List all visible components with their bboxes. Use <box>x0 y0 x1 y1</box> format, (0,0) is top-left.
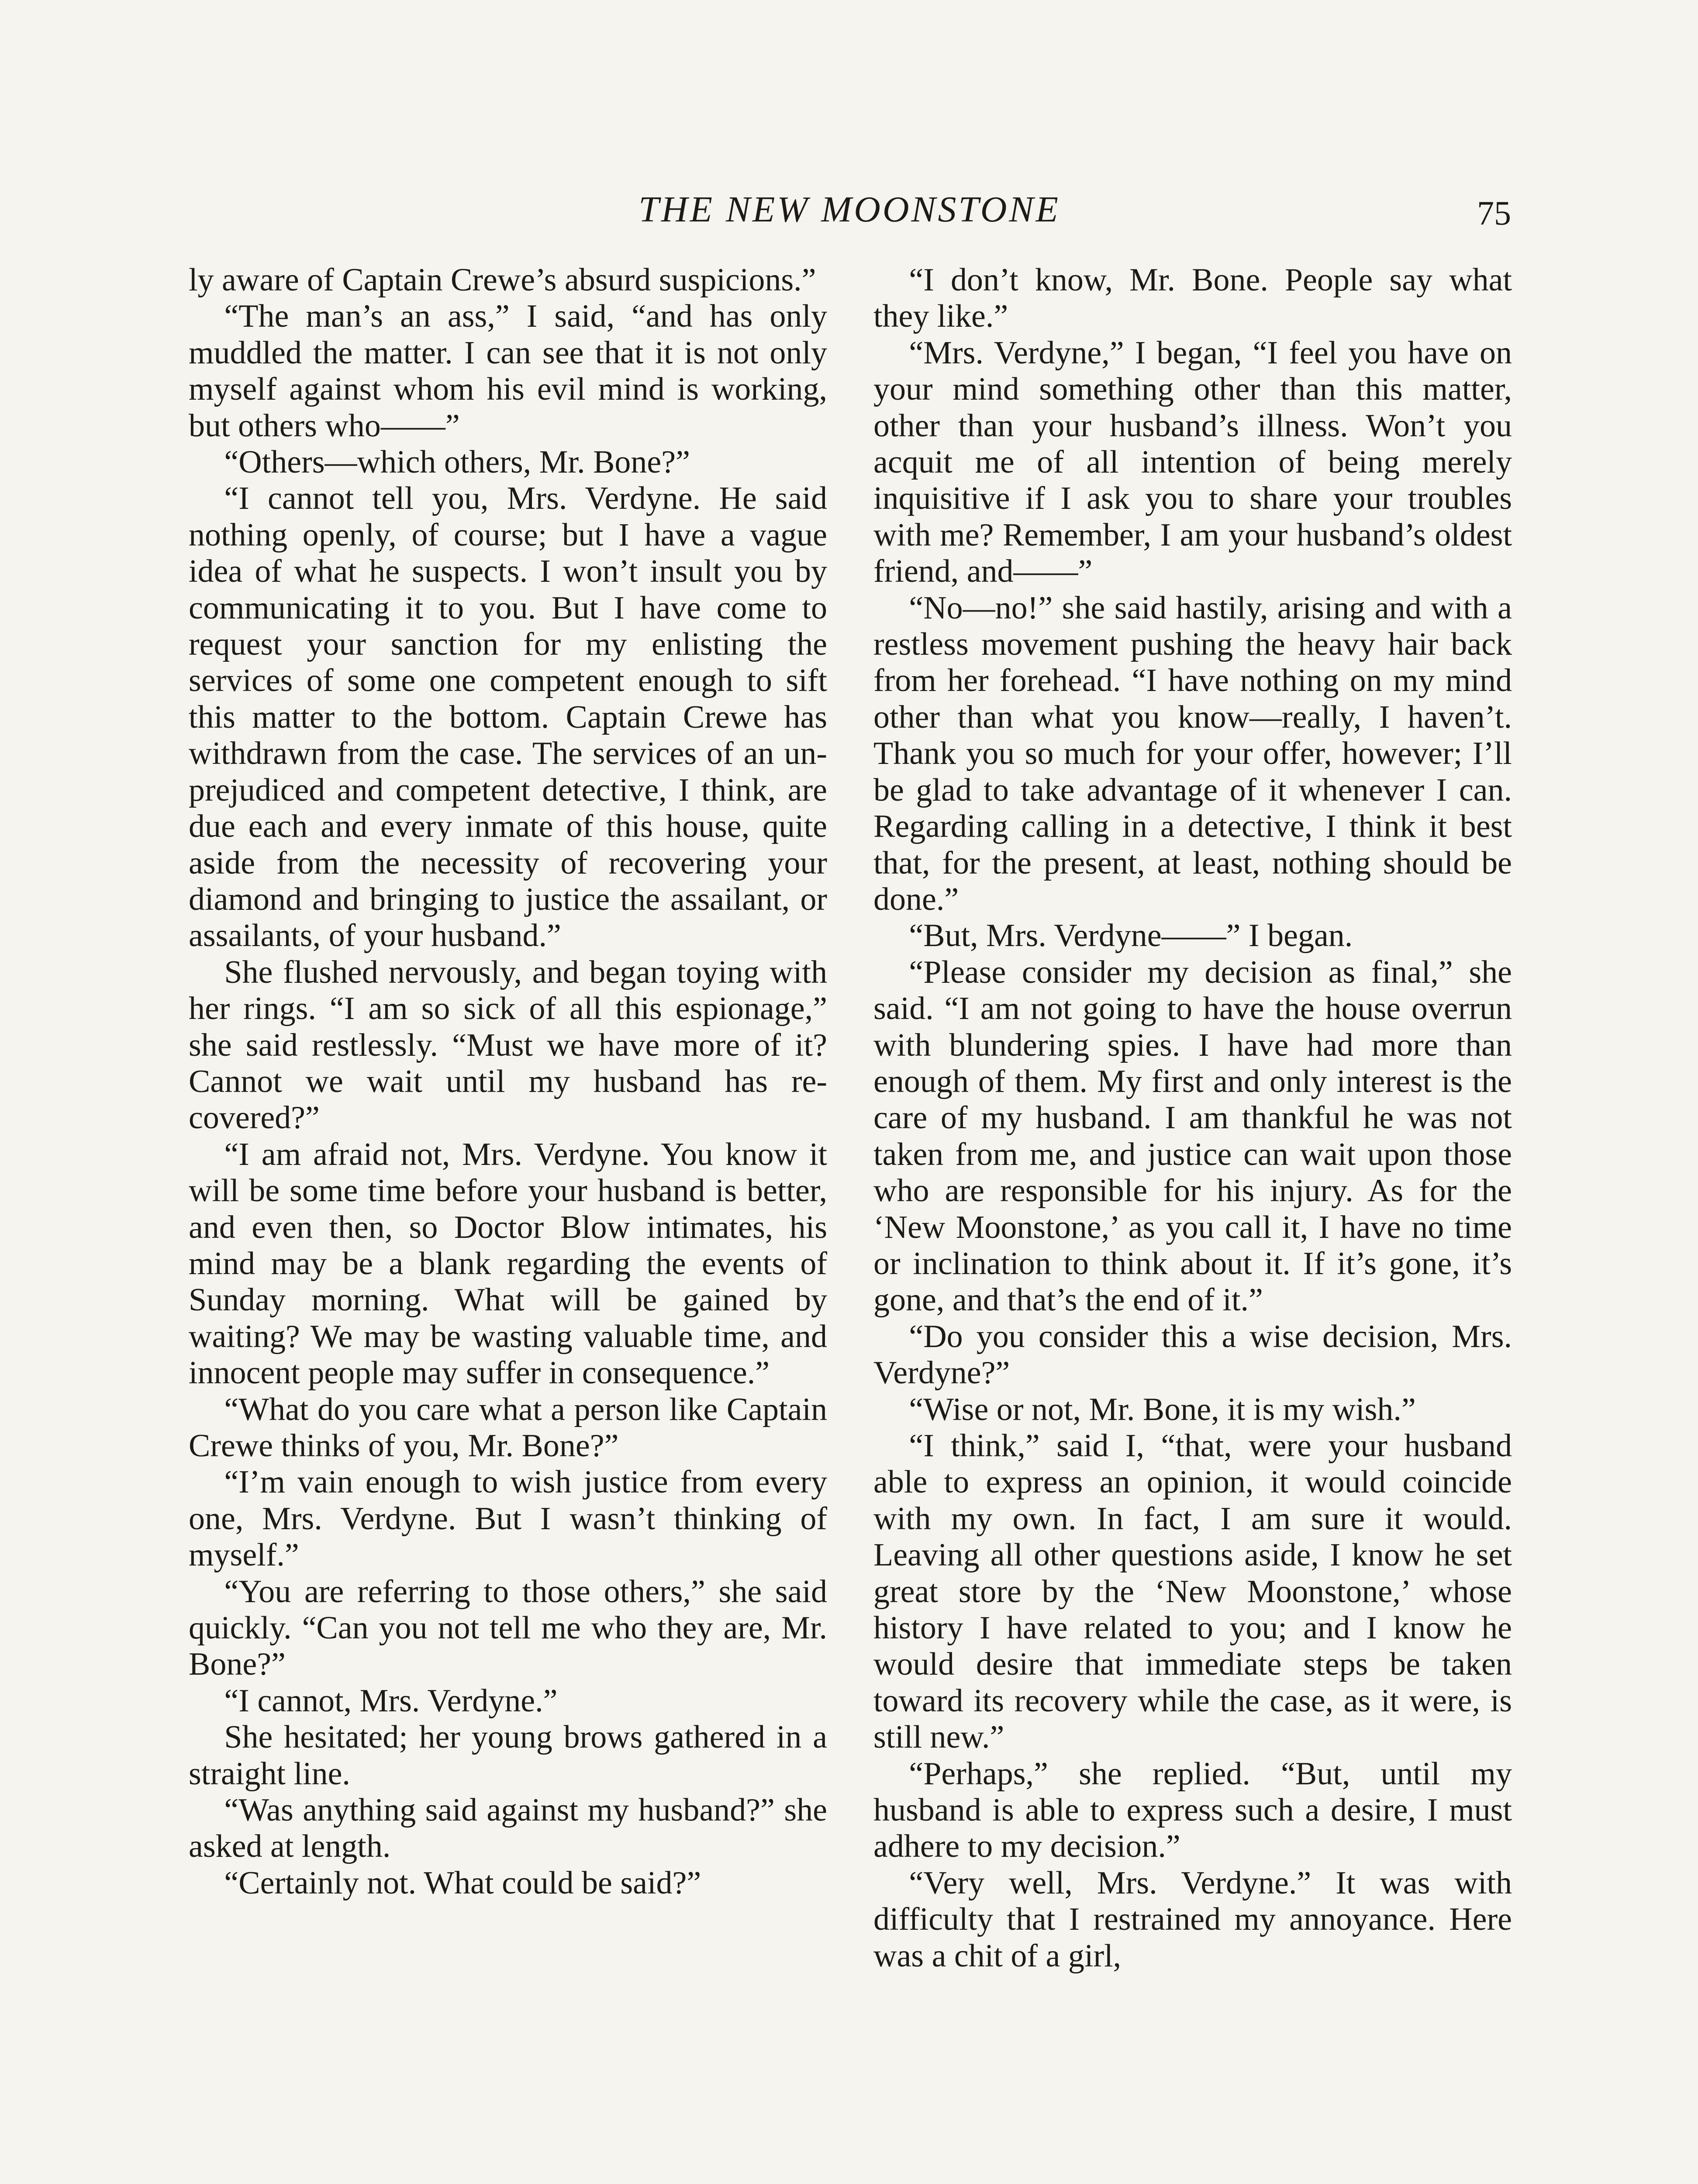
paragraph: “No—no!” she said hastily, arising and with a restless movement pushing the heavy hair back from her forehead. “I have nothing on my mind other than what you know—really, I haven’t. Thank you so much for your offer, however; I’ll be glad to take advantage of it whenever I can. Regarding calling in a detective, I think it best that, for the present, at least, nothing should be done.” <box>873 590 1512 917</box>
paragraph: “What do you care what a person like Captain Crewe thinks of you, Mr. Bone?” <box>189 1391 827 1464</box>
left-column <box>189 262 827 1974</box>
text-columns <box>189 262 1512 1974</box>
paragraph: “Was anything said against my husband?” she asked at length. <box>189 1792 827 1865</box>
page-number: 75 <box>1477 194 1511 232</box>
right-column <box>873 262 1512 1974</box>
paragraph: “Very well, Mrs. Verdyne.” It was with difficulty that I restrained my annoyance. Here was a chit of a girl, <box>873 1865 1512 1974</box>
paragraph: “I am afraid not, Mrs. Verdyne. You know it will be some time before your husband is better, and even then, so Doctor Blow intimates, his mind may be a blank regarding the events of Sunday morning. What will be gained by waiting? We may be wasting valuable time, and innocent people may suffer in consequence.” <box>189 1136 827 1391</box>
paragraph: “Certainly not. What could be said?” <box>224 1865 701 1901</box>
paragraph: “I don’t know, Mr. Bone. People say what they like.” <box>873 262 1512 335</box>
paragraph: “I’m vain enough to wish justice from every one, Mrs. Verdyne. But I wasn’t thinking of myself.” <box>189 1464 827 1573</box>
paragraph: She hesitated; her young brows gathered in a straight line. <box>189 1719 827 1792</box>
paragraph: ly aware of Captain Crewe’s absurd suspicions.” <box>189 262 816 298</box>
paragraph: “The man’s an ass,” I said, “and has only muddled the matter. I can see that it is not only myself against whom his evil mind is working, but others who——” <box>189 298 827 444</box>
running-header <box>188 183 1511 236</box>
paragraph: “Wise or not, Mr. Bone, it is my wish.” <box>909 1391 1416 1427</box>
paragraph: “I cannot tell you, Mrs. Verdyne. He said nothing openly, of course; but I have a vague idea of what he suspects. I won’t insult you by communicating it to you. But I have come to request your sanction for my enlisting the services of some one competent enough to sift this matter to the bottom. Captain Crewe has withdrawn from the case. The services of an unprejudiced and competent detective, I think, are due each and every inmate of this house, quite aside from the necessity of recovering your diamond and bringing to justice the assailant, or assailants, of your husband.” <box>189 480 827 954</box>
running-title: THE NEW MOONSTONE <box>638 189 1060 230</box>
paragraph: “But, Mrs. Verdyne——” I began. <box>909 918 1353 954</box>
paragraph: “I cannot, Mrs. Verdyne.” <box>224 1683 558 1719</box>
paragraph: She flushed nervously, and began toying with her rings. “I am so sick of all this espionage,” she said restlessly. “Must we have more of it? Cannot we wait until my husband has recovered?” <box>189 954 827 1136</box>
paragraph: “I think,” said I, “that, were your husband able to express an opinion, it would coincide with my own. In fact, I am sure it would. Leaving all other questions aside, I know he set great store by the ‘New Moonstone,’ whose history I have related to you; and I know he would desire that immediate steps be taken toward its recovery while the case, as it were, is still new.” <box>873 1428 1512 1755</box>
paragraph: “Others—which others, Mr. Bone?” <box>224 444 690 480</box>
paragraph: “Perhaps,” she replied. “But, until my husband is able to express such a desire, I must adhere to my decision.” <box>873 1755 1512 1865</box>
paragraph: “Do you consider this a wise decision, Mrs. Verdyne?” <box>873 1318 1512 1391</box>
paragraph: “Mrs. Verdyne,” I began, “I feel you have on your mind something other than this matter, other than your husband’s illness. Won’t you acquit me of all intention of being merely inquisitive if I ask you to share your troubles with me? Remember, I am your husband’s oldest friend, and——” <box>873 335 1512 590</box>
paragraph: “Please consider my decision as final,” she said. “I am not going to have the house overrun with blundering spies. I have had more than enough of them. My first and only interest is the care of my husband. I am thankful he was not taken from me, and justice can wait upon those who are responsible for his injury. As for the ‘New Moonstone,’ as you call it, I have no time or inclination to think about it. If it’s gone, it’s gone, and that’s the end of it.” <box>873 954 1512 1318</box>
paragraph: “You are referring to those others,” she said quickly. “Can you not tell me who they are, Mr. Bone?” <box>189 1573 827 1683</box>
